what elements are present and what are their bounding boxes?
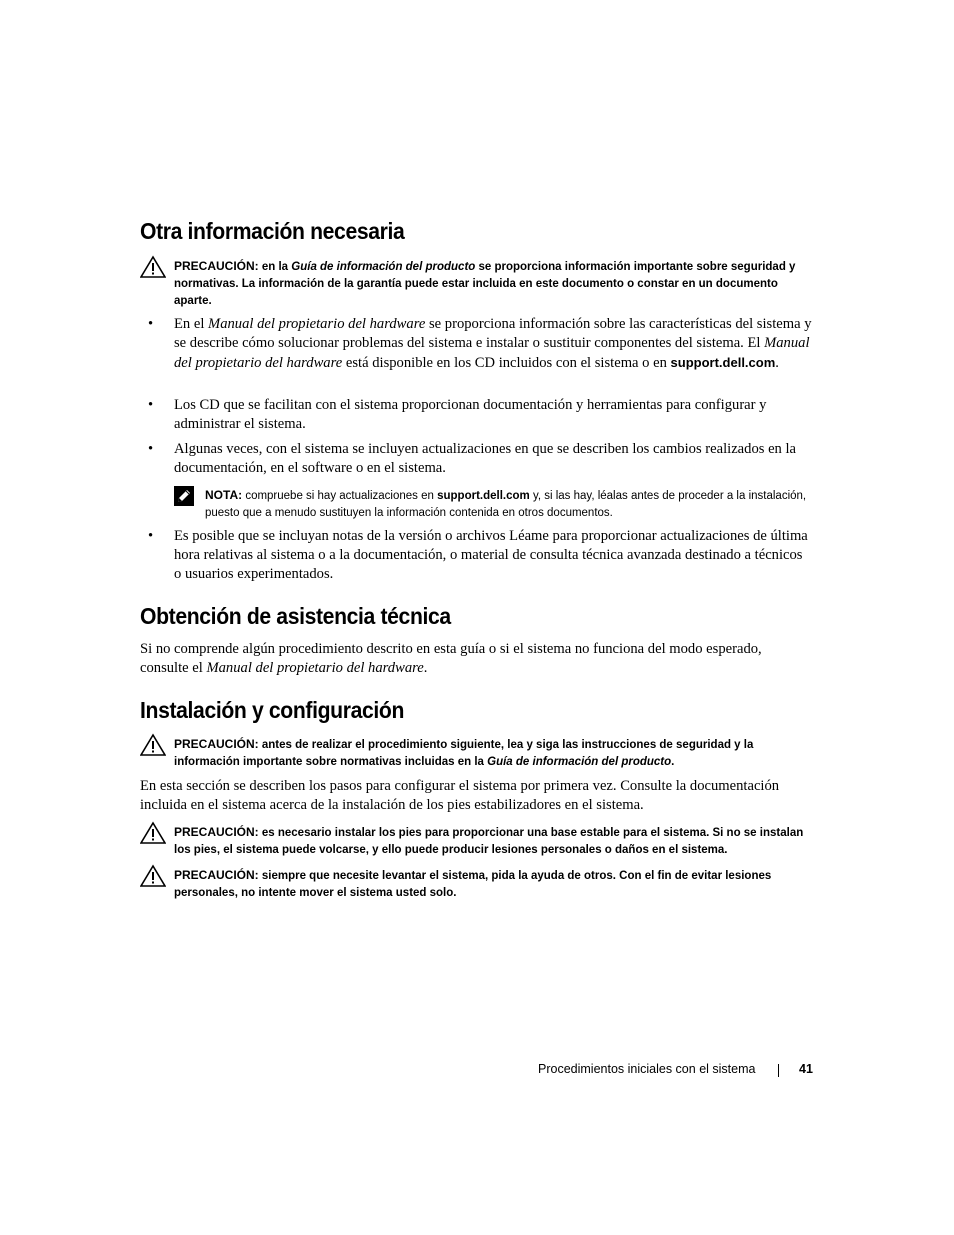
paragraph: En esta sección se describen los pasos para configurar el sistema por primera vez. Consulte la documentación incluida en el sistema acerca de la instalación de los pies estabilizadores en el sistema. (140, 778, 780, 813)
caution-triangle-icon (140, 255, 166, 285)
caution-triangle-icon (140, 864, 166, 894)
list-item: • En el Manual del propietario del hardware se proporciona información sobre las características del sistema y se describe cómo solucionar problemas del sistema e instalar o sustituir componentes del sistema. El Manual del propietario del hardware está disponible en los CD incluidos con el sistema o en support.dell.com. (148, 316, 812, 371)
caution-notice: PRECAUCIÓN: antes de realizar el procedimiento siguiente, lea y siga las instrucciones de seguridad y la información importante sobre normativas incluidas en la Guía de información del producto. (140, 736, 812, 771)
page-footer (538, 1062, 812, 1076)
list-item: • Es posible que se incluyan notas de la versión o archivos Léame para proporcionar actualizaciones de última hora relativas al sistema o a la documentación, o material de consulta técnica avanzada destinado a técnicos o usuarios experimentados. (148, 528, 808, 582)
caution-notice: PRECAUCIÓN: es necesario instalar los pies para proporcionar una base estable para el sistema. Si no se instalan los pies, el sistema puede volcarse, y ello puede producir lesiones personales o daños en el sistema. (140, 824, 812, 859)
section-title-asistencia: Obtención de asistencia técnica (140, 603, 451, 629)
pencil-note-icon (174, 486, 194, 512)
caution-notice: PRECAUCIÓN: en la Guía de información del producto se proporciona información importante sobre seguridad y normativas. La información de la garantía puede estar incluida en este documento o constar en un documento aparte. (140, 258, 812, 310)
support-link[interactable]: support.dell.com (437, 490, 530, 502)
page-number: 41 (799, 1062, 813, 1076)
note-notice: NOTA: compruebe si hay actualizaciones en support.dell.com y, si las hay, léalas antes de proceder a la instalación, puesto que a menudo sustituyen la información contenida en otros documentos. (140, 487, 812, 522)
section-title-otra-informacion: Otra información necesaria (140, 218, 405, 244)
caution-triangle-icon (140, 821, 166, 851)
section-title-instalacion: Instalación y configuración (140, 697, 405, 723)
caution-triangle-icon (140, 733, 166, 763)
paragraph: Si no comprende algún procedimiento descrito en esta guía o si el sistema no funciona del modo esperado, consulte el Manual del propietario del hardware. (140, 641, 762, 676)
support-link[interactable]: support.dell.com (670, 355, 776, 370)
caution-notice: PRECAUCIÓN: siempre que necesite levantar el sistema, pida la ayuda de otros. Con el fin de evitar lesiones personales, no intente mover el sistema usted solo. (140, 867, 812, 902)
list-item: • Algunas veces, con el sistema se incluyen actualizaciones en que se describen los cambios realizados en la documentación, en el software o en el sistema. (148, 441, 797, 476)
footer-divider (778, 1064, 779, 1077)
footer-text: Procedimientos iniciales con el sistema (538, 1062, 756, 1076)
list-item: • Los CD que se facilitan con el sistema proporcionan documentación y herramientas para configurar y administrar el sistema. (148, 397, 767, 432)
